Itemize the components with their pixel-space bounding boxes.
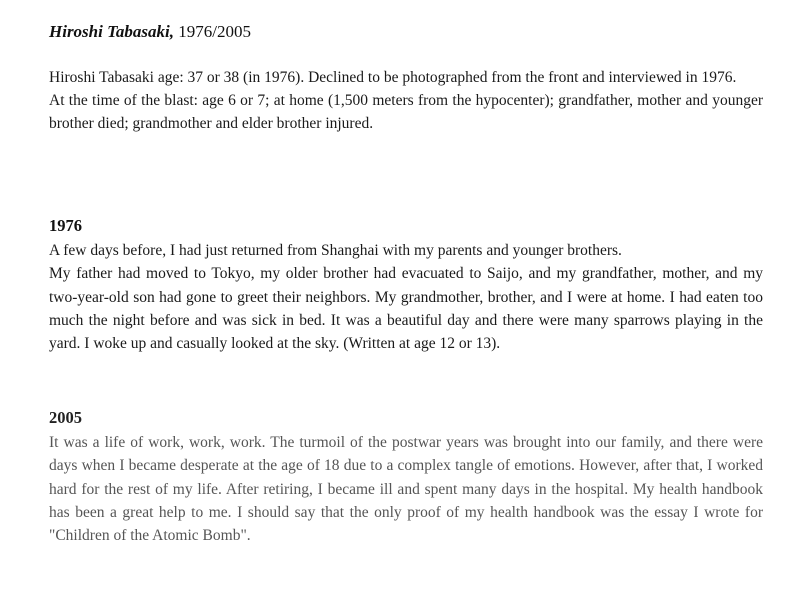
intro-blast-line: At the time of the blast: age 6 or 7; at home (1,500 meters from the hypocenter); grandfather, mother and younger brother died; grandmother and elder brother injured. bbox=[49, 92, 763, 132]
paragraph: A few days before, I had just returned from Shanghai with my parents and younger brothers. bbox=[49, 242, 622, 259]
page-title bbox=[49, 20, 763, 44]
section-heading-2005: 2005 bbox=[49, 408, 82, 427]
section-1976 bbox=[49, 214, 763, 355]
intro-block bbox=[49, 66, 763, 135]
paragraph: It was a life of work, work, work. The turmoil of the postwar years was brought into our family, and there were days when I became desperate at the age of 18 due to a complex tangle of emotions. However, after that, I worked hard for the rest of my life. After retiring, I became ill and spent many days in the hospital. My health handbook has been a great help to me. I should say that the only proof of my health handbook was the essay I wrote for "Children of the Atomic Bomb". bbox=[49, 434, 763, 545]
document-page bbox=[49, 20, 763, 545]
title-years: 1976/2005 bbox=[174, 22, 252, 41]
section-heading-1976: 1976 bbox=[49, 216, 82, 235]
title-name: Hiroshi Tabasaki, bbox=[49, 22, 175, 41]
intro-age-line: Hiroshi Tabasaki age: 37 or 38 (in 1976). Declined to be photographed from the front and interviewed in 1976. bbox=[49, 69, 737, 86]
paragraph: My father had moved to Tokyo, my older brother had evacuated to Saijo, and my grandfather, mother, and my two-year-old son had gone to greet their neighbors. My grandmother, brother, and I were at home. I had eaten too much the night before and was sick in bed. It was a beautiful day and there were many sparrows playing in the yard. I woke up and casually looked at the sky. (Written at age 12 or 13). bbox=[49, 265, 763, 353]
section-body-2005 bbox=[49, 431, 763, 547]
section-2005 bbox=[49, 406, 763, 547]
section-body-1976 bbox=[49, 239, 763, 355]
